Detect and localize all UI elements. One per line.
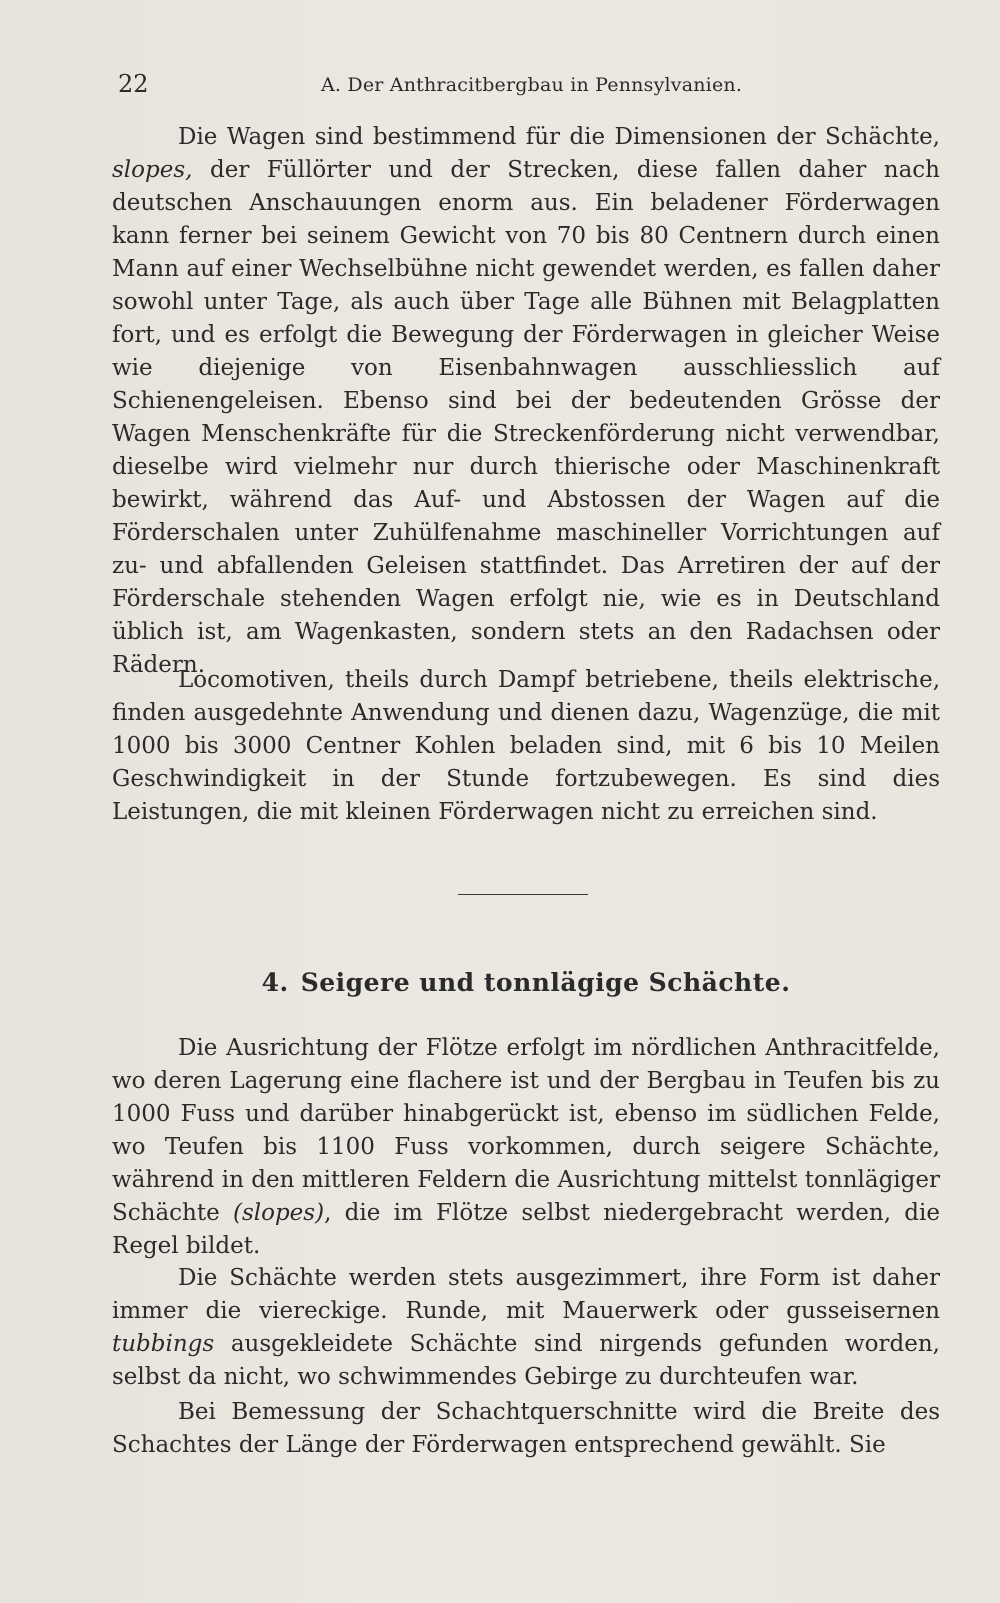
italic-term: slopes, (112, 157, 193, 183)
text-run: , die im Flötze selbst niedergebracht werden, die Regel bildet. (112, 1200, 940, 1259)
text-run: Die Ausrichtung der Flötze erfolgt im nördlichen Anthracitfelde, wo deren Lagerung eine flachere ist und der Bergbau in Teufen bis zu 1000 Fuss und darüber hinabgerückt ist, ebenso im südlichen Felde, wo Teufen bis 1100 Fuss vorkommen, durch seigere Schächte, während in den mittleren Feldern die Ausrichtung mittelst tonnlägiger Schächte (112, 1035, 940, 1226)
paragraph-text (112, 1032, 940, 1263)
text-run: ausgekleidete Schächte sind nirgends gefunden worden, selbst da nicht, wo schwimmendes Gebirge zu durchteufen war. (112, 1331, 940, 1390)
text-run: der Füllörter und der Strecken, diese fallen daher nach deutschen Anschauungen enorm aus. Ein beladener Förderwagen kann ferner bei seinem Gewicht von 70 bis 80 Centnern durch einen Mann auf einer Wechselbühne nicht gewendet werden, es fallen daher sowohl unter Tage, als auch über Tage alle Bühnen mit Belagplatten fort, und es erfolgt die Bewegung der Förderwagen in gleicher Weise wie diejenige von Eisenbahnwagen ausschliesslich auf Schienengeleisen. Ebenso sind bei der bedeutenden Grösse der Wagen Menschenkräfte für die Streckenförderung nicht verwendbar, dieselbe wird vielmehr nur durch thierische oder Maschinenkraft bewirkt, während das Auf- und Abstossen der Wagen auf die Förderschalen unter Zuhülfenahme maschineller Vorrichtungen auf zu- und abfallenden Geleisen stattfindet. Das Arretiren der auf der Förderschale stehenden Wagen erfolgt nie, wie es in Deutschland üblich ist, am Wagenkasten, sondern stets an den Radachsen oder Rädern. (112, 157, 940, 678)
paragraph-text (112, 121, 940, 682)
page-number: 22 (118, 70, 149, 98)
text-run: Die Schächte werden stets ausgezimmert, ihre Form ist daher immer die viereckige. Runde, mit Mauerwerk oder gusseisernen (112, 1265, 940, 1324)
paragraph-wagons (112, 121, 940, 682)
section-title: Seigere und tonnlägige Schächte. (300, 968, 791, 997)
running-head (118, 70, 938, 106)
paragraph-text (112, 1262, 940, 1394)
paragraph-shaft-form (112, 1262, 940, 1394)
paragraph-cross-section (112, 1396, 940, 1462)
italic-term: (slopes) (232, 1200, 325, 1226)
section-number: 4. (261, 968, 289, 997)
paragraph-locomotives (112, 664, 940, 829)
paragraph-text: Locomotiven, theils durch Dampf betriebene, theils elektrische, finden ausgedehnte Anwendung und dienen dazu, Wagenzüge, die mit 1000 bis 3000 Centner Kohlen beladen sind, mit 6 bis 10 Meilen Geschwindigkeit in der Stunde fortzubewegen. Es sind dies Leistungen, die mit kleinen Förderwagen nicht zu erreichen sind. (112, 667, 940, 825)
paragraph-alignment (112, 1032, 940, 1263)
section-heading (112, 968, 940, 997)
section-divider (458, 894, 588, 895)
text-run: Die Wagen sind bestimmend für die Dimensionen der Schächte, (178, 124, 940, 150)
running-head-title: A. Der Anthracitbergbau in Pennsylvanien. (321, 74, 743, 96)
italic-term: tubbings (112, 1331, 215, 1357)
paragraph-text: Bei Bemessung der Schachtquerschnitte wird die Breite des Schachtes der Länge der Förderwagen entsprechend gewählt. Sie (112, 1399, 940, 1458)
